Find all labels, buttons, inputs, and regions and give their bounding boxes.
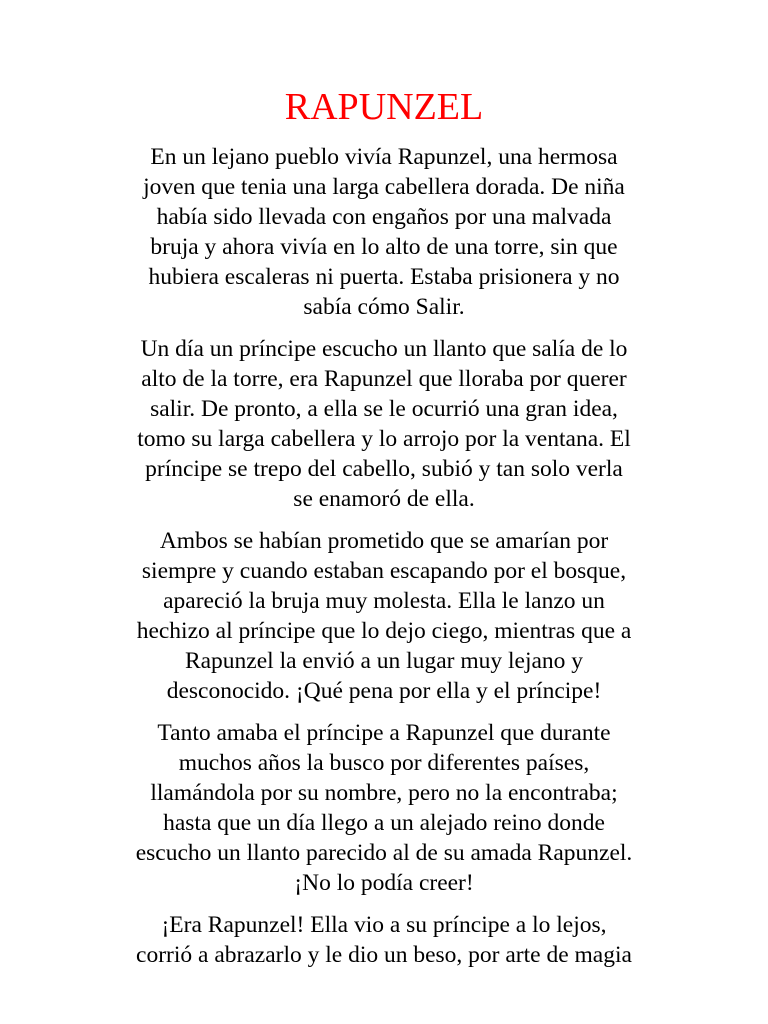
text-line: había sido llevada con engaños por una malvada xyxy=(156,204,612,230)
text-line: ¡Era Rapunzel! Ella vio a su príncipe a lo lejos, xyxy=(161,912,607,938)
text-line: hechizo al príncipe que lo dejo ciego, mientras que a xyxy=(136,618,632,644)
text-line: alto de la torre, era Rapunzel que lloraba por querer xyxy=(141,366,627,392)
text-line: joven que tenia una larga cabellera dorada. De niña xyxy=(143,174,625,200)
paragraph-1 xyxy=(100,142,668,322)
text-line: llamándola por su nombre, pero no la encontraba; xyxy=(150,780,618,806)
text-line: príncipe se trepo del cabello, subió y tan solo verla xyxy=(145,456,623,482)
text-line: corrió a abrazarlo y le dio un beso, por arte de magia xyxy=(136,942,632,968)
paragraph-2 xyxy=(100,334,668,514)
text-line: Tanto amaba el príncipe a Rapunzel que durante xyxy=(157,720,611,746)
text-line: desconocido. ¡Qué pena por ella y el príncipe! xyxy=(166,678,602,704)
text-line: bruja y ahora vivía en lo alto de una torre, sin que xyxy=(150,234,618,260)
text-line: hubiera escaleras ni puerta. Estaba prisionera y no xyxy=(148,264,620,290)
text-line: siempre y cuando estaban escapando por el bosque, xyxy=(141,558,627,584)
text-line: ¡No lo podía creer! xyxy=(294,870,474,896)
text-line: muchos años la busco por diferentes países, xyxy=(178,750,590,776)
paragraph-5 xyxy=(100,910,668,970)
text-line: Ambos se habían prometido que se amarían por xyxy=(159,528,609,554)
text-line: escucho un llanto parecido al de su amada Rapunzel. xyxy=(135,840,633,866)
text-line: hasta que un día llego a un alejado reino donde xyxy=(163,810,605,836)
text-line: tomo su larga cabellera y lo arrojo por la ventana. El xyxy=(137,426,631,452)
text-line: se enamoró de ella. xyxy=(293,486,475,512)
text-line: Rapunzel la envió a un lugar muy lejano y xyxy=(184,648,584,674)
document-title: RAPUNZEL xyxy=(284,86,484,128)
paragraph-3 xyxy=(100,526,668,706)
text-line: Un día un príncipe escucho un llanto que salía de lo xyxy=(140,336,628,362)
text-line: En un lejano pueblo vivía Rapunzel, una hermosa xyxy=(150,144,618,170)
story-body xyxy=(100,142,668,982)
text-line: sabía cómo Salir. xyxy=(303,294,465,320)
paragraph-4 xyxy=(100,718,668,898)
text-line: salir. De pronto, a ella se le ocurrió una gran idea, xyxy=(150,396,618,422)
text-line: apareció la bruja muy molesta. Ella le lanzo un xyxy=(163,588,605,614)
